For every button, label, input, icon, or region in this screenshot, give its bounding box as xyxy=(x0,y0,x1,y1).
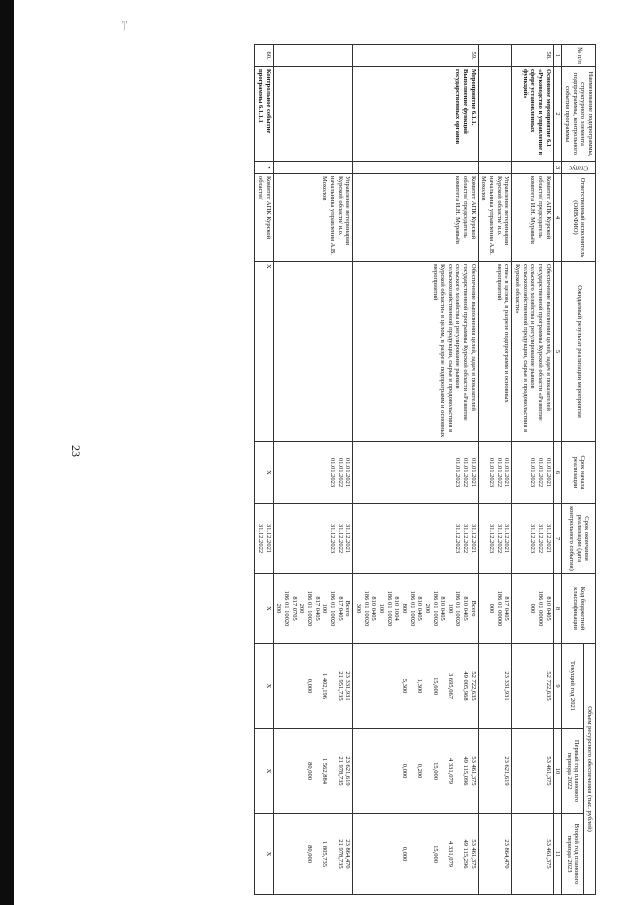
header-executor: Ответственный исполнитель (ОИВ/ФИО) xyxy=(562,174,596,262)
row-name: Контрольное событие программы 6.1.1.1 xyxy=(255,67,273,162)
row-result: стве» в целом, в разрезе подпрограмм и основных мероприятий xyxy=(478,262,512,442)
row-status xyxy=(478,162,512,174)
col-number: 5 xyxy=(553,262,562,442)
rotated-page xyxy=(76,44,596,894)
row-second-year: 23 864,470 21 978,735 1 805,735 80,000 xyxy=(273,814,353,895)
row-status xyxy=(353,162,479,174)
header-start: Срок начала реализации xyxy=(562,442,596,504)
row-number: 59. xyxy=(353,45,479,67)
header-status: Статус xyxy=(562,162,596,174)
row-result: Обеспечение выполнения целей, задач и показателей государственной программы Курской области «Развитие сельского хозяйства и регулирование рынков сельскохозяйственной продукции, сырья и продовольствия в Курской области» в целом, в разрезе подпрограмм и основных мероприятий xyxy=(353,262,479,442)
row-code: Всего 817 0405 186 01 10020 100 817 0405 186 01 10020 200 817 0705 186 01 10020 200 xyxy=(273,574,353,644)
header-code: Код бюджетной классификации xyxy=(562,574,596,644)
row-end: 31.12.2021 31.12.2022 31.12.2023 xyxy=(512,504,553,574)
col-number: 6 xyxy=(553,442,562,504)
table-row xyxy=(273,45,353,895)
row-end: 31.12.2021 31.12.2022 xyxy=(255,504,273,574)
header-first-year: Первый год планового периода 2022 xyxy=(562,729,583,814)
table-row xyxy=(353,45,479,895)
table-row xyxy=(255,45,273,895)
row-result: Обеспечение выполнения целей, задач и показателей государственной программы Курской области «Развитие сельского хозяйства и регулирование рынков сельскохозяйственной продукции, сырья и продовольствия в Курской области» xyxy=(512,262,553,442)
row-number xyxy=(273,45,353,67)
row-code: 817 0405 186 01 00000 000 xyxy=(478,574,512,644)
row-current-year: 23 331,931 21 951,735 1 402,196 0,000 xyxy=(273,644,353,729)
row-status: • xyxy=(255,162,273,174)
row-second-year: X xyxy=(255,814,273,895)
header-current-year: Текущий год 2021 xyxy=(562,644,583,729)
row-second-year: 23 864,470 xyxy=(478,814,512,895)
row-end: 31.12.2021 31.12.2022 31.12.2023 xyxy=(478,504,512,574)
row-start: 01.01.2021 01.01.2022 01.01.2023 xyxy=(273,442,353,504)
row-first-year: X xyxy=(255,729,273,814)
row-end: 31.12.2021 31.12.2022 31.12.2023 xyxy=(353,504,479,574)
table-row xyxy=(512,45,553,895)
corner-mark: '|' xyxy=(122,20,128,31)
scan-edge-bar xyxy=(0,0,14,905)
row-code: 810 0405 186 01 00000 000 xyxy=(512,574,553,644)
row-result: X xyxy=(255,262,273,442)
row-second-year: 53 461,375 xyxy=(512,814,553,895)
row-current-year: 23 331,931 xyxy=(478,644,512,729)
schedule-table xyxy=(254,44,596,895)
row-number xyxy=(478,45,512,67)
row-first-year: 23 621,619 xyxy=(478,729,512,814)
row-first-year: 53 461,375 xyxy=(512,729,553,814)
col-number: 7 xyxy=(553,504,562,574)
col-number: 9 xyxy=(553,644,562,729)
column-number-row xyxy=(553,45,562,895)
col-number: 1 xyxy=(553,45,562,67)
row-executor: Комитет АПК Курской области/ xyxy=(255,174,273,262)
row-name xyxy=(273,67,353,162)
row-executor: Управление ветеринарии Курской области/ и.о. начальника управления А.В. Мохолов xyxy=(273,174,353,262)
col-number: 2 xyxy=(553,67,562,162)
row-first-year: 23 621,619 21 978,735 1 562,884 80,000 xyxy=(273,729,353,814)
row-number: 60. xyxy=(255,45,273,67)
row-current-year: 52 722,635 49 005,968 3 695,067 15,600 1,300 5,300 xyxy=(353,644,479,729)
row-current-year: 52 722,635 xyxy=(512,644,553,729)
row-status xyxy=(273,162,353,174)
page-number: 23 xyxy=(69,445,83,457)
row-current-year: X xyxy=(255,644,273,729)
row-start: 01.01.2021 01.01.2022 01.01.2023 xyxy=(353,442,479,504)
row-name: Основное мероприятие 6.1 «Руководство и управление в сфере установленных функций» xyxy=(512,67,553,162)
header-result: Ожидаемый результат реализации мероприятия xyxy=(562,262,596,442)
col-number: 11 xyxy=(553,814,562,895)
row-first-year: 53 461,375 49 115,096 4 331,079 15,000 0,200 0,000 xyxy=(353,729,479,814)
col-number: 3 xyxy=(553,162,562,174)
col-number: 10 xyxy=(553,729,562,814)
row-code: X xyxy=(255,574,273,644)
header-second-year: Второй год планового периода 2023 xyxy=(562,814,583,895)
row-end: 31.12.2021 31.12.2022 31.12.2023 xyxy=(273,504,353,574)
row-number: 58. xyxy=(512,45,553,67)
col-number: 8 xyxy=(553,574,562,644)
header-resource: Объем ресурсного обеспечения (тыс. рублей) xyxy=(583,644,595,895)
header-num: № п/п xyxy=(562,45,596,67)
col-number: 4 xyxy=(553,174,562,262)
row-start: 01.01.2021 01.01.2022 01.01.2023 xyxy=(478,442,512,504)
row-name xyxy=(478,67,512,162)
row-executor: Комитет АПК Курской области/ председатель комитета И.Н. Муравьёв xyxy=(512,174,553,262)
row-code: Всего 810 0405 186 01 10020 100 810 0405 186 01 10020 200 810 0405 186 01 10020 800 810 1004 186 01 10020 100 810 0405 186 01 10020 300 xyxy=(353,574,479,644)
row-status xyxy=(512,162,553,174)
row-name: Мероприятие 6.1.1. Выполнение функций государственных органов xyxy=(353,67,479,162)
row-start: X xyxy=(255,442,273,504)
table-row xyxy=(478,45,512,895)
row-executor: Комитет АПК Курской области/ председатель комитета И.Н. Муравьёв xyxy=(353,174,479,262)
table-body xyxy=(255,45,553,895)
header-end: Срок окончания реализации (дата контрольного события) xyxy=(562,504,596,574)
row-result xyxy=(273,262,353,442)
header-name: Наименование подпрограммы, структурного элемента подпрограммы, контрольного события программы xyxy=(562,67,596,162)
row-start: 01.01.2021 01.01.2022 01.01.2023 xyxy=(512,442,553,504)
row-executor: Управление ветеринарии Курской области/ и.о. начальника управления А.В. Мохолов xyxy=(478,174,512,262)
row-second-year: 53 461,375 49 115,296 4 331,079 15,000 0,000 xyxy=(353,814,479,895)
